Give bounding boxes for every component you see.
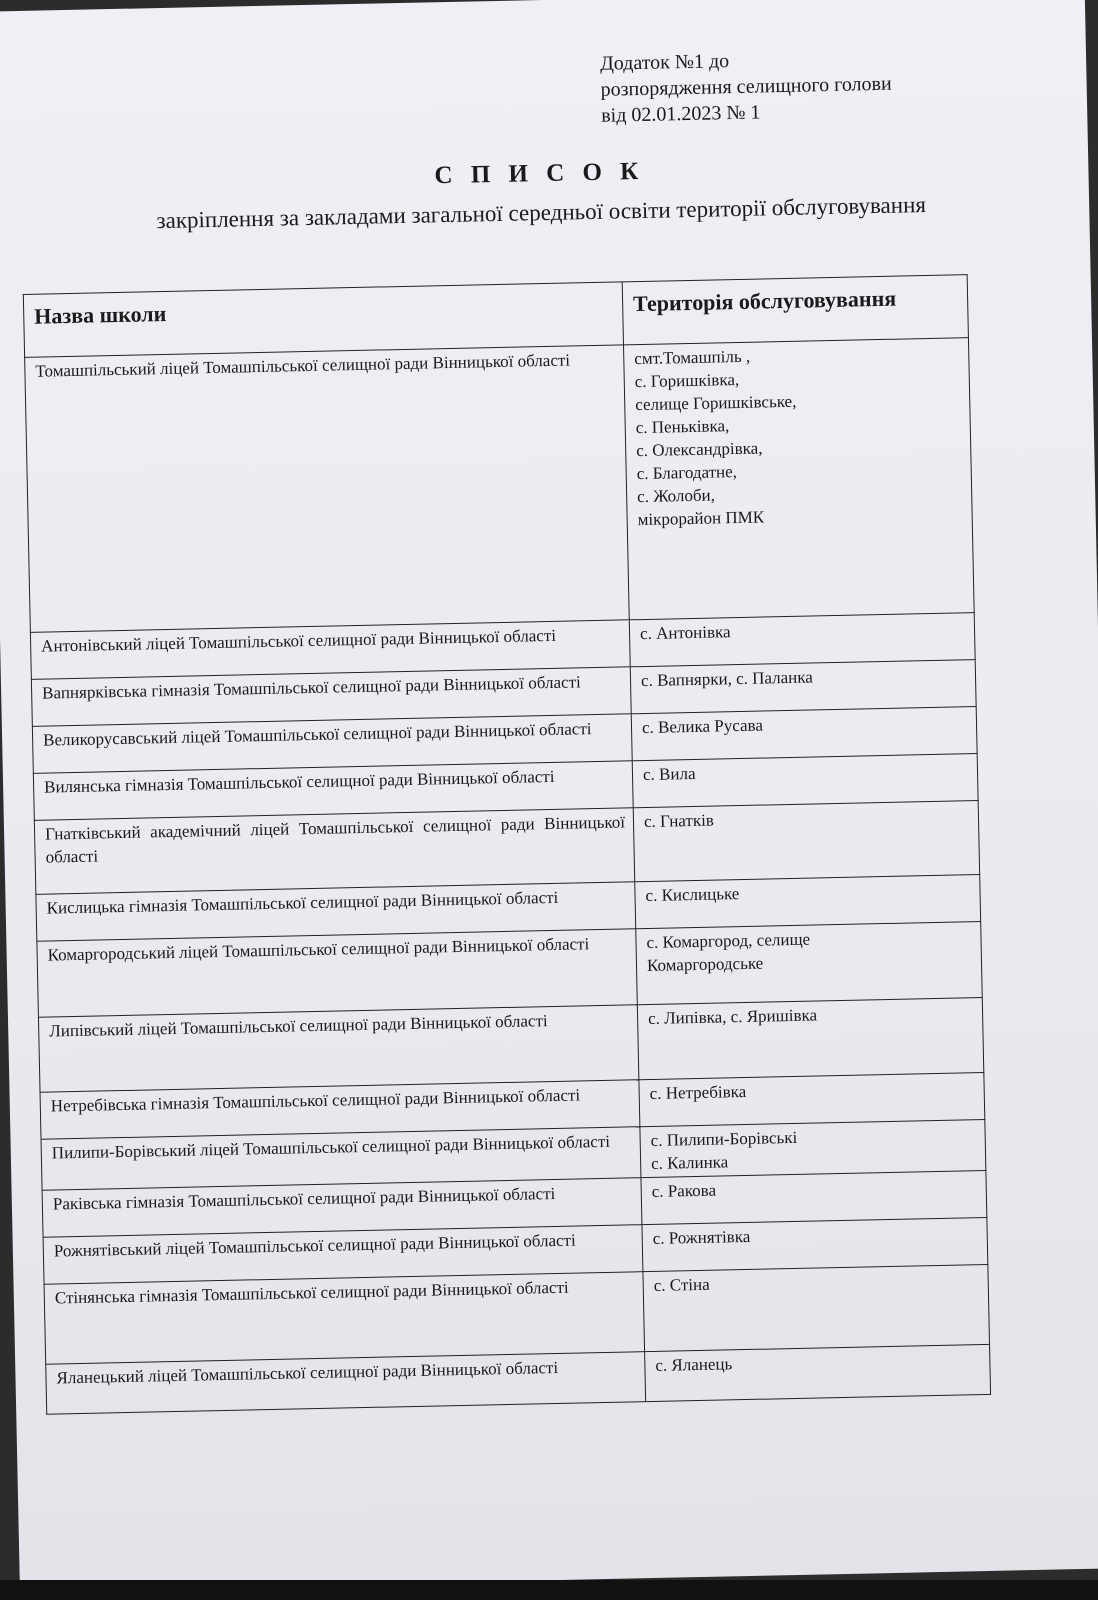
school-name: Великорусавський ліцей Томашпільської селищної ради Вінницької області [32,714,632,774]
service-area: с. Антонівка [629,613,975,667]
service-area: с. Комаргород, селище Комаргородське [636,922,983,1005]
photo-bottom-edge [0,1580,1098,1600]
service-area: с. Гнатків [633,801,979,882]
school-name: Антонівський ліцей Томашпільської селищної ради Вінницької області [30,620,630,680]
service-area: с. Яланець [645,1344,991,1401]
service-area: с. Пилипи-Борівські с. Калинка [640,1119,986,1177]
school-name: Кислицька гімназія Томашпільської селищної ради Вінницької області [36,882,636,942]
document-subtitle: закріплення за закладами загальної середньої освіти території обслуговування [156,192,927,234]
annex-line-2: розпорядження селищного голови [600,72,892,101]
school-name: Пилипи-Борівський ліцей Томашпільської селищної ради Вінницької області [41,1127,641,1191]
school-name: Томашпільський ліцей Томашпільської селищної ради Вінницької області [25,345,630,632]
document-title: С П И С О К [434,157,645,190]
service-area: смт.Томашпіль , с. Горишківка, селище Горишківське, с. Пеньківка, с. Олександрівка, с. Благодатне, с. Жолоби, мікрорайон ПМК [624,338,975,620]
service-area: с. Вапнярки, с. Паланка [630,660,976,714]
school-name: Комаргородський ліцей Томашпільської селищної ради Вінницької області [37,929,637,1018]
service-area: с. Велика Русава [631,707,977,761]
school-name: Ракiвська гімназія Томашпільської селищної ради Вінницької області [42,1178,642,1238]
service-area: с. Кислицьке [635,875,981,929]
annex-line-3: від 02.01.2023 № 1 [600,101,761,127]
header-school: Назва школи [23,282,623,358]
school-name: Вапнярківська гімназія Томашпільської селищної ради Вінницької області [31,667,631,727]
school-name: Гнатківський академічний ліцей Томашпільської селищної ради Вінницької області [34,808,634,895]
school-name: Рожнятівський ліцей Томашпільської селищної ради Вінницької області [43,1225,643,1285]
annex-note [600,45,893,129]
annex-line-1: Додаток №1 до [599,50,730,75]
service-area: с. Вила [632,754,978,808]
school-name: Стінянська гімназія Томашпільської селищної ради Вінницької області [44,1272,645,1365]
service-area: с. Рожнятівка [642,1217,988,1271]
school-name: Яланецький ліцей Томашпільської селищної ради Вінницької області [46,1352,646,1415]
service-area: с. Липівка, с. Яришівка [637,998,983,1080]
school-name: Нетребівська гімназія Томашпільської селищної ради Вінницької області [40,1080,640,1140]
service-area: с. Стіна [643,1264,990,1351]
table-row [25,338,975,633]
header-area: Територія обслуговування [622,275,968,345]
service-area: с. Ракова [641,1170,987,1224]
school-name: Вилянська гімназія Томашпільської селищної ради Вінницької області [33,761,633,821]
service-area: с. Нетребівка [639,1072,985,1126]
schools-table [23,274,991,1415]
school-name: Липівський ліцей Томашпільської селищної ради Вінницької області [38,1005,638,1093]
